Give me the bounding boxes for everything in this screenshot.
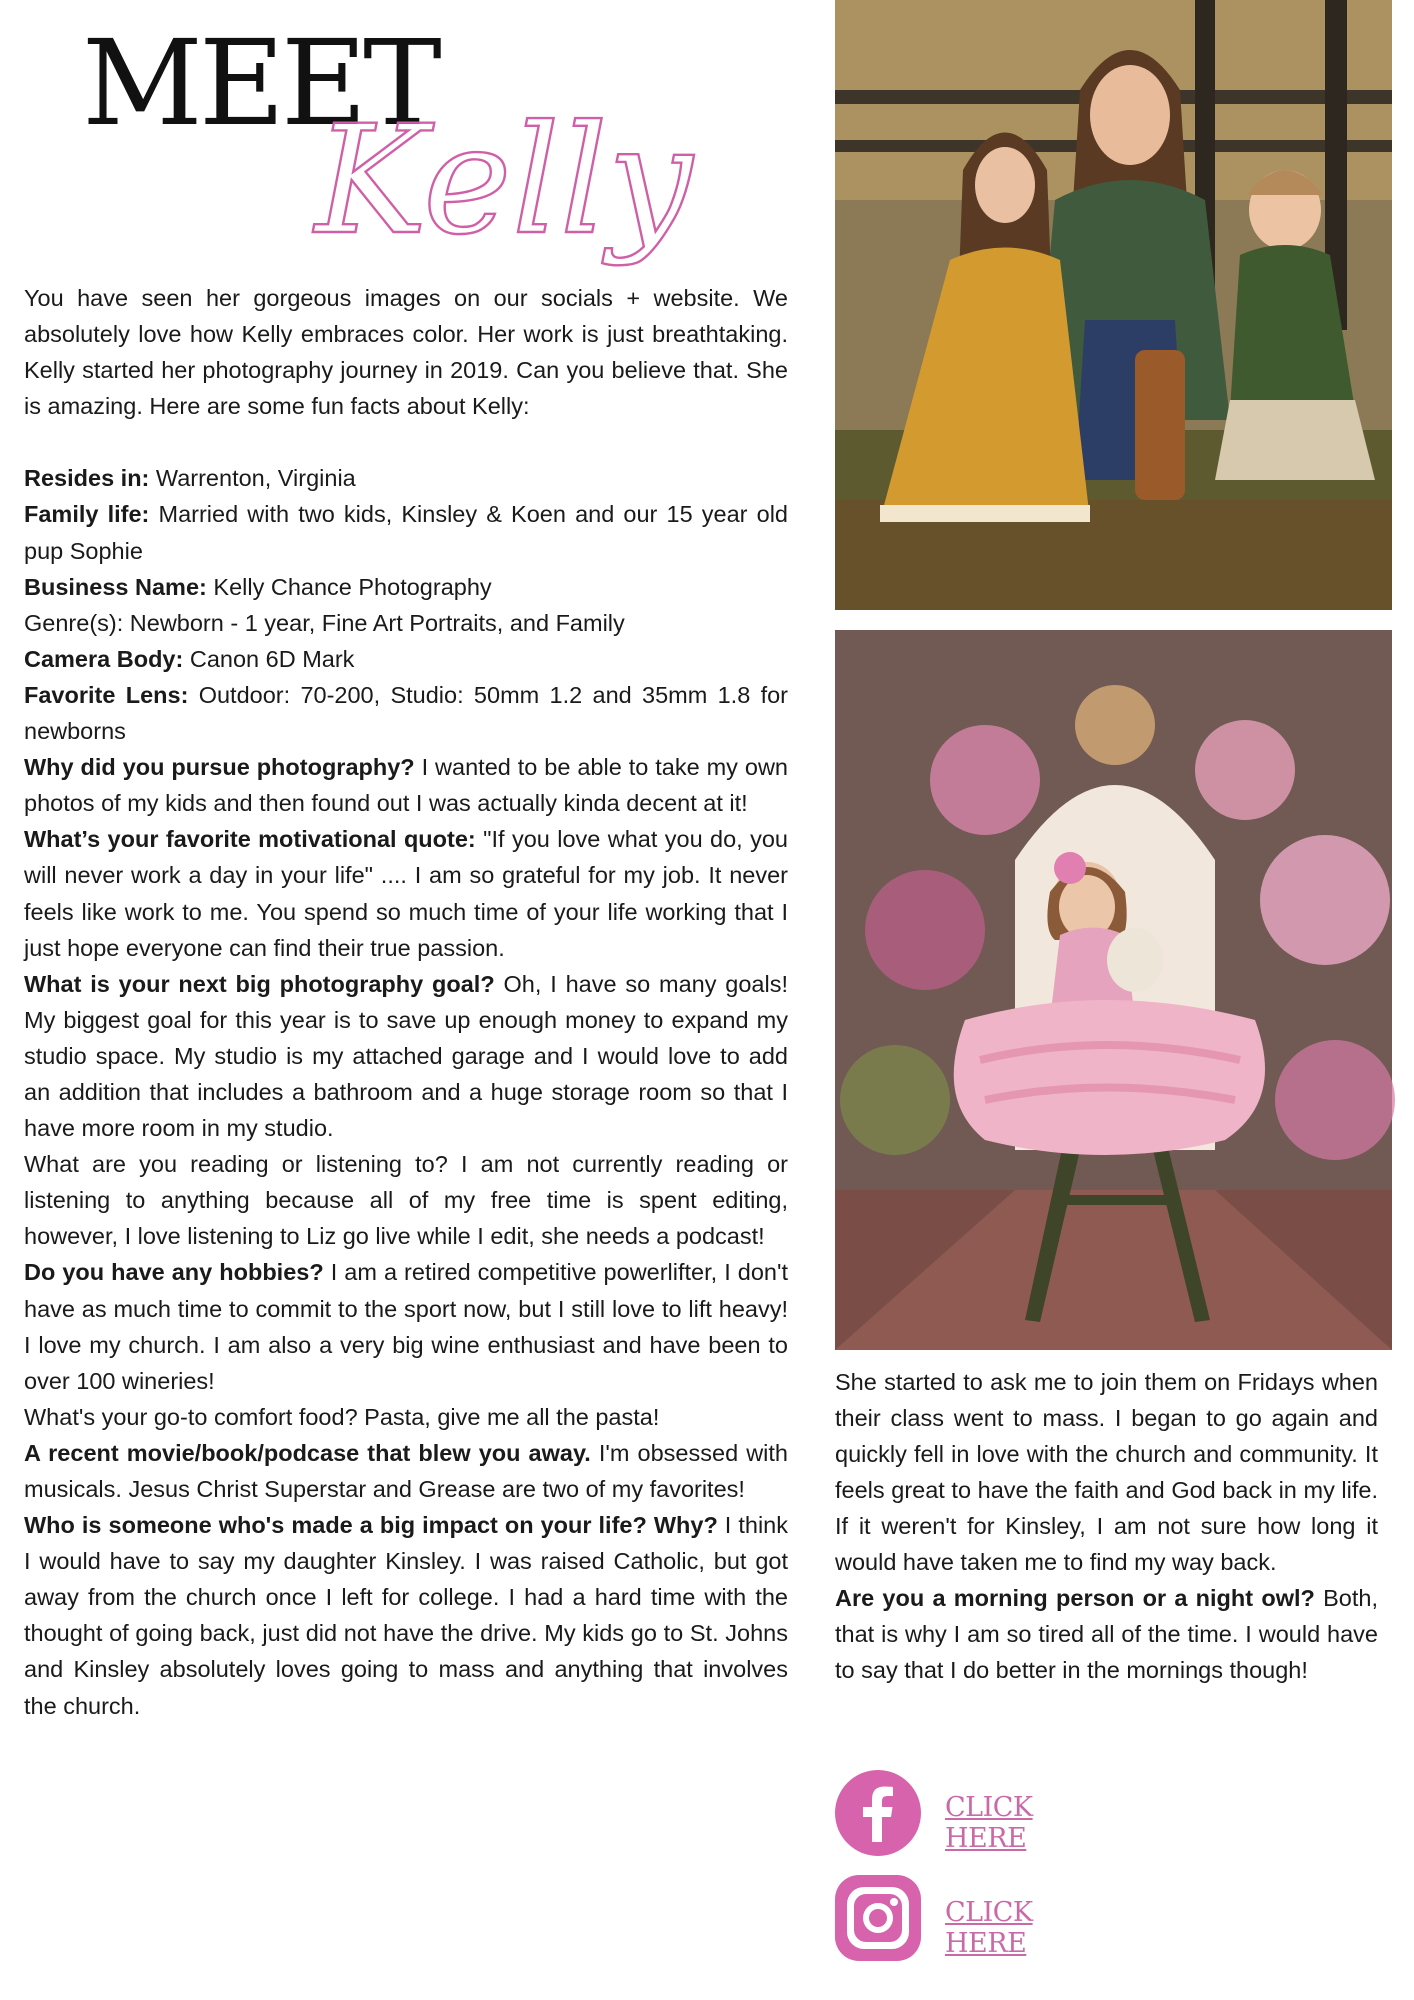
fact-value: Outdoor: 70-200, Studio: 50mm 1.2 and 35mm 1.8 for newborns [24,681,788,745]
fact-why-photography [24,749,788,821]
spacer [24,424,788,460]
fact-value: I think I would have to say my daughter Kinsley. I was raised Catholic, but got away from the church once I left for college. I had a hard time with the thought of going back, just did not have the drive. My kids go to St. Johns and Kinsley absolutely loves going to mass and anything that involves the church. [24,1512,788,1719]
fact-lens [24,677,788,749]
fact-label: Family life: [24,501,150,528]
fact-value: Married with two kids, Kinsley & Koen and our 15 year old pup Sophie [24,501,788,564]
fact-label: Resides in: [24,465,150,492]
fact-value: Kelly Chance Photography [206,573,492,600]
intro-paragraph: You have seen her gorgeous images on our socials + website. We absolutely love how Kelly embraces color. Her work is just breathtaking. Kelly started her photography journey in 2019. Can you believe that. She is amazing. Here are some fun facts about Kelly: [24,285,788,420]
fact-label: Business Name: [24,573,207,600]
fact-goal [24,966,788,1146]
fact-label: Favorite Lens: [24,681,189,708]
fact-label: What is your next big photography goal? [24,970,495,997]
fact-quote [24,821,788,965]
fact-label: Are you a morning person or a night owl? [835,1585,1315,1611]
fact-impact [24,1507,788,1724]
fact-resides [24,460,788,496]
fact-comfort-food [24,1399,788,1435]
fact-family [24,496,788,568]
fact-value: Oh, I have so many goals! My biggest goal for this year is to save up enough money to expand my studio space. My studio is my attached garage and I would love to add an addition that includes a bathroom and a huge storage room so that I have more room in my studio. [24,970,788,1142]
left-column [24,280,788,1724]
facebook-link[interactable]: CLICK HERE [945,1792,1033,1854]
fact-value: "If you love what you do, you will never work a day in your life" .... I am so grateful for my job. It never feels like work to me. You spend so much time of your life working that I just hope everyone can find their true passion. [24,826,788,961]
fact-business [24,569,788,605]
studio-portrait-photo [835,630,1392,1350]
right-column [835,1364,1378,1688]
fact-camera [24,641,788,677]
fact-value: Both, that is why I am so tired all of the time. I would have to say that I do better in the mornings though! [835,1585,1378,1683]
instagram-icon[interactable] [835,1875,921,1961]
fact-label: A recent movie/book/podcase that blew you away. [24,1439,591,1466]
family-photo [835,0,1392,610]
fact-label: What’s your favorite motivational quote: [24,826,476,853]
family-photo-illustration [835,0,1392,610]
instagram-link[interactable]: CLICK HERE [945,1897,1033,1959]
fact-label: Do you have any hobbies? [24,1259,324,1286]
fact-value: I'm obsessed with musicals. Jesus Christ Superstar and Grease are two of my favorites! [24,1439,788,1502]
fact-value: I wanted to be able to take my own photos of my kids and then found out I was actually kinda decent at it! [24,754,788,817]
studio-portrait-illustration [835,630,1392,1350]
fact-value: Genre(s): Newborn - 1 year, Fine Art Portraits, and Family [24,609,625,636]
fact-genres [24,605,788,641]
fact-reading [24,1146,788,1254]
fact-hobbies [24,1254,788,1398]
fact-value: She started to ask me to join them on Fridays when their class went to mass. I began to go again and quickly fell in love with the church and community. It feels great to have the faith and God back in my life. If it weren't for Kinsley, I am not sure how long it would have taken me to find my way back. [835,1369,1378,1575]
facebook-icon[interactable] [835,1770,921,1856]
kelly-script-text: Kelly [315,94,693,268]
fact-recent-media [24,1435,788,1507]
meet-heading: MEET [82,14,438,152]
kelly-script-title [305,82,693,292]
fact-value: Canon 6D Mark [183,645,355,672]
impact-continued [835,1364,1378,1580]
fact-value: What's your go-to comfort food? Pasta, give me all the pasta! [24,1403,660,1430]
fact-value: What are you reading or listening to? I am not currently reading or listening to anything because all of my free time is spent editing, however, I love listening to Liz go live while I edit, she needs a podcast! [24,1151,788,1250]
fact-morning-night [835,1580,1378,1688]
fact-label: Camera Body: [24,645,184,672]
fact-label: Why did you pursue photography? [24,754,415,781]
fact-value: Warrenton, Virginia [149,465,356,492]
fact-label: Who is someone who's made a big impact on your life? Why? [24,1512,718,1539]
fact-value: I am a retired competitive powerlifter, I don't have as much time to commit to the sport now, but I still love to lift heavy! I love my church. I am also a very big wine enthusiast and have been to over 100 wineries! [24,1259,788,1394]
